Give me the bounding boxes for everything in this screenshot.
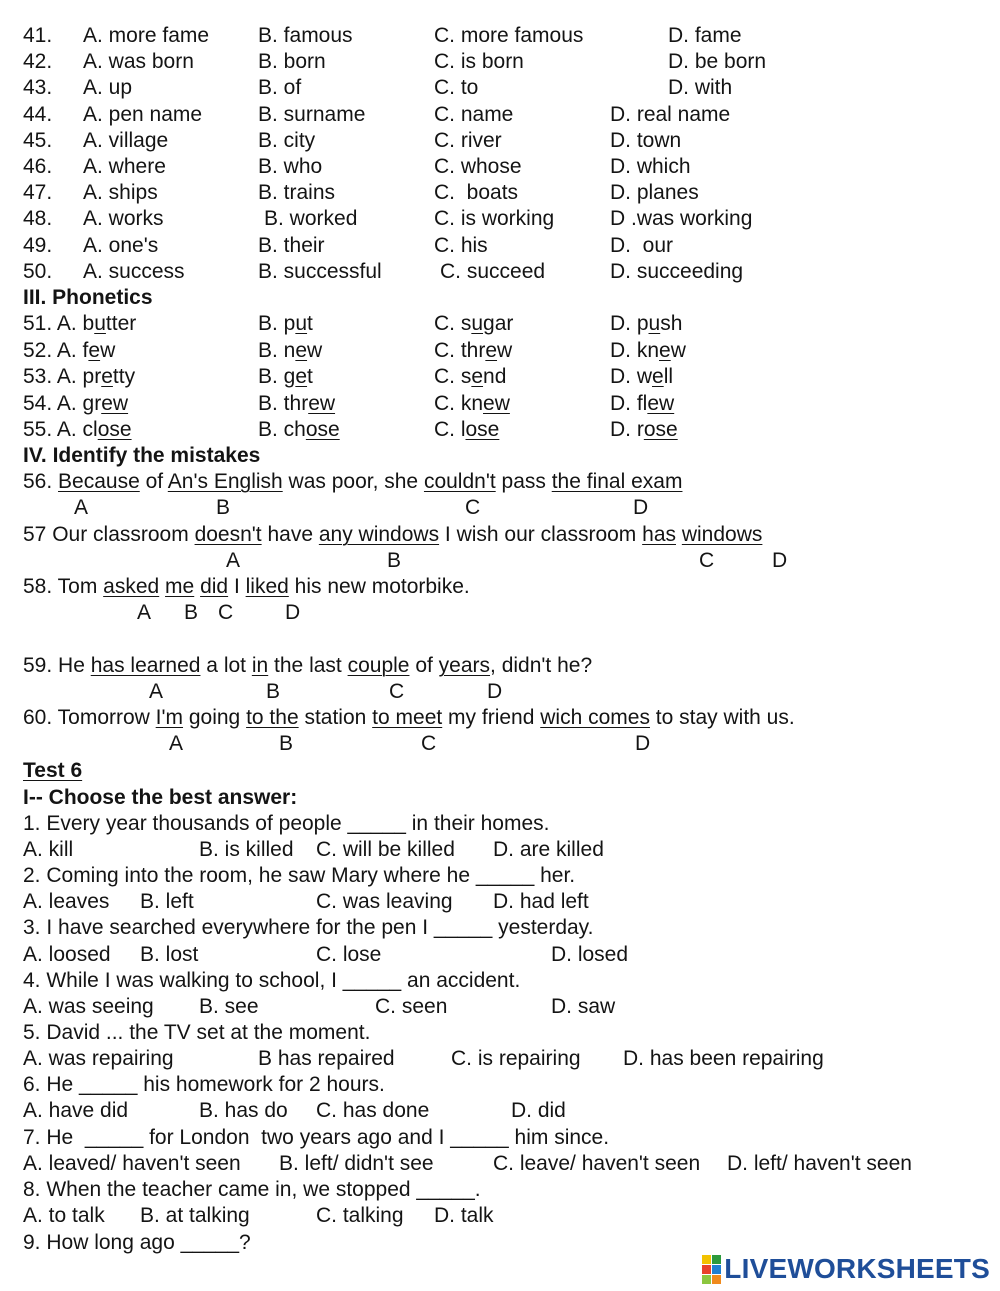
q41-option-b: B. famous — [258, 24, 353, 47]
logo-square-2 — [712, 1255, 721, 1264]
q51-option-a: 51. A. butter — [23, 312, 137, 335]
q49-option-b: B. their — [258, 234, 325, 257]
q55-option-a: 55. A. close — [23, 418, 132, 441]
t6-q7-option-a: A. leaved/ haven't seen — [23, 1152, 241, 1175]
t6-q2: 2. Coming into the room, he saw Mary where he _____ her. — [23, 864, 576, 887]
t6-q8-option-b: B. at talking — [140, 1204, 250, 1227]
q43-option-c: C. to — [434, 76, 479, 99]
q49-option-a: A. one's — [83, 234, 159, 257]
q52-option-d: D. knew — [610, 339, 686, 362]
t6-q4-option-a: A. was seeing — [23, 995, 154, 1018]
liveworksheets-logo-text: LIVEWORKSHEETS — [724, 1253, 990, 1284]
q56-letter-c: C — [465, 496, 481, 519]
t6-q2-option-c: C. was leaving — [316, 890, 453, 913]
q46-option-b: B. who — [258, 155, 323, 178]
q46-number: 46. — [23, 155, 53, 178]
q59-letter-d: D — [487, 680, 503, 703]
t6-q6-option-a: A. have did — [23, 1099, 129, 1122]
q46-option-d: D. which — [610, 155, 691, 178]
q44-option-a: A. pen name — [83, 103, 203, 126]
q48-option-a: A. works — [83, 207, 164, 230]
q59-sentence: 59. He has learned a lot in the last couple of years, didn't he? — [23, 654, 593, 677]
q41-option-a: A. more fame — [83, 24, 210, 47]
q54-option-d: D. flew — [610, 392, 675, 415]
mistakes-heading: IV. Identify the mistakes — [23, 444, 261, 467]
t6-q4-option-b: B. see — [199, 995, 259, 1018]
q60-letter-b: B — [279, 732, 294, 755]
t6-q6: 6. He _____ his homework for 2 hours. — [23, 1073, 385, 1096]
q52-option-c: C. threw — [434, 339, 513, 362]
q57-sentence: 57 Our classroom doesn't have any windows I wish our classroom has windows — [23, 523, 763, 546]
t6-q5-option-a: A. was repairing — [23, 1047, 174, 1070]
q45-option-b: B. city — [258, 129, 316, 152]
q44-option-d: D. real name — [610, 103, 731, 126]
q56-letter-a: A — [74, 496, 89, 519]
t6-q3-option-a: A. loosed — [23, 943, 111, 966]
t6-q8-option-c: C. talking — [316, 1204, 404, 1227]
t6-q6-option-c: C. has done — [316, 1099, 430, 1122]
q58-letter-c: C — [218, 601, 234, 624]
q60-letter-d: D — [635, 732, 651, 755]
q54-option-a: 54. A. grew — [23, 392, 129, 415]
q53-option-b: B. get — [258, 365, 313, 388]
q46-option-c: C. whose — [434, 155, 522, 178]
q55-option-b: B. chose — [258, 418, 340, 441]
t6-q5-option-d: D. has been repairing — [623, 1047, 824, 1070]
q50-option-d: D. succeeding — [610, 260, 744, 283]
t6-q2-option-a: A. leaves — [23, 890, 110, 913]
q54-option-b: B. threw — [258, 392, 336, 415]
t6-q1: 1. Every year thousands of people _____ in their homes. — [23, 812, 550, 835]
test6-title: Test 6 — [23, 759, 83, 782]
q60-sentence: 60. Tomorrow I'm going to the station to meet my friend wich comes to stay with us. — [23, 706, 795, 729]
q55-option-c: C. lose — [434, 418, 500, 441]
q58-letter-a: A — [137, 601, 152, 624]
q53-option-c: C. send — [434, 365, 507, 388]
q45-option-d: D. town — [610, 129, 682, 152]
q56-letter-d: D — [633, 496, 649, 519]
q42-option-d: D. be born — [668, 50, 767, 73]
q58-letter-d: D — [285, 601, 301, 624]
q41-option-d: D. fame — [668, 24, 742, 47]
q51-option-d: D. push — [610, 312, 683, 335]
q42-option-a: A. was born — [83, 50, 194, 73]
t6-q4-option-d: D. saw — [551, 995, 616, 1018]
q43-option-b: B. of — [258, 76, 302, 99]
t6-q8-option-d: D. talk — [434, 1204, 494, 1227]
liveworksheets-logo-icon — [702, 1255, 721, 1284]
t6-q1-option-a: A. kill — [23, 838, 74, 861]
t6-q3: 3. I have searched everywhere for the pen I _____ yesterday. — [23, 916, 594, 939]
q48-number: 48. — [23, 207, 53, 230]
q44-number: 44. — [23, 103, 53, 126]
q58-letter-b: B — [184, 601, 199, 624]
q47-number: 47. — [23, 181, 53, 204]
t6-q5-option-b: B has repaired — [258, 1047, 395, 1070]
q48-option-b: B. worked — [264, 207, 358, 230]
q56-letter-b: B — [216, 496, 231, 519]
t6-q5: 5. David ... the TV set at the moment. — [23, 1021, 371, 1044]
t6-q8: 8. When the teacher came in, we stopped _____. — [23, 1178, 481, 1201]
t6-q8-option-a: A. to talk — [23, 1204, 105, 1227]
t6-q1-option-b: B. is killed — [199, 838, 294, 861]
q52-option-b: B. new — [258, 339, 323, 362]
t6-q3-option-b: B. lost — [140, 943, 199, 966]
q57-letter-d: D — [772, 549, 788, 572]
q59-letter-a: A — [149, 680, 164, 703]
q47-option-a: A. ships — [83, 181, 158, 204]
phonetics-heading: III. Phonetics — [23, 286, 153, 309]
q45-number: 45. — [23, 129, 53, 152]
t6-q2-option-d: D. had left — [493, 890, 589, 913]
t6-q1-option-c: C. will be killed — [316, 838, 455, 861]
logo-square-3 — [702, 1265, 711, 1274]
q48-option-c: C. is working — [434, 207, 555, 230]
q43-option-d: D. with — [668, 76, 733, 99]
t6-q7-option-b: B. left/ didn't see — [279, 1152, 434, 1175]
q41-number: 41. — [23, 24, 53, 47]
logo-square-5 — [702, 1275, 711, 1284]
t6-q1-option-d: D. are killed — [493, 838, 604, 861]
q50-number: 50. — [23, 260, 53, 283]
q56-sentence: 56. Because of An's English was poor, she couldn't pass the final exam — [23, 470, 683, 493]
q57-letter-c: C — [699, 549, 715, 572]
t6-q7: 7. He _____ for London two years ago and I _____ him since. — [23, 1126, 610, 1149]
q47-option-b: B. trains — [258, 181, 336, 204]
q49-option-c: C. his — [434, 234, 488, 257]
q49-number: 49. — [23, 234, 53, 257]
logo-square-1 — [702, 1255, 711, 1264]
q44-option-c: C. name — [434, 103, 514, 126]
q60-letter-c: C — [421, 732, 437, 755]
q42-option-b: B. born — [258, 50, 326, 73]
q51-option-c: C. sugar — [434, 312, 514, 335]
q60-letter-a: A — [169, 732, 184, 755]
q57-letter-b: B — [387, 549, 402, 572]
q41-option-c: C. more famous — [434, 24, 584, 47]
q53-option-d: D. well — [610, 365, 674, 388]
logo-square-4 — [712, 1265, 721, 1274]
q48-option-d: D .was working — [610, 207, 753, 230]
q51-option-b: B. put — [258, 312, 313, 335]
q50-option-c: C. succeed — [440, 260, 546, 283]
q45-option-a: A. village — [83, 129, 169, 152]
t6-q6-option-d: D. did — [511, 1099, 566, 1122]
q59-letter-b: B — [266, 680, 281, 703]
q42-option-c: C. is born — [434, 50, 524, 73]
t6-q2-option-b: B. left — [140, 890, 194, 913]
q46-option-a: A. where — [83, 155, 166, 178]
t6-q9: 9. How long ago _____? — [23, 1231, 251, 1254]
q44-option-b: B. surname — [258, 103, 366, 126]
q58-sentence: 58. Tom asked me did I liked his new motorbike. — [23, 575, 470, 598]
q42-number: 42. — [23, 50, 53, 73]
q59-letter-c: C — [389, 680, 405, 703]
logo-square-6 — [712, 1275, 721, 1284]
q49-option-d: D. our — [610, 234, 674, 257]
t6-q6-option-b: B. has do — [199, 1099, 288, 1122]
t6-q4-option-c: C. seen — [375, 995, 448, 1018]
t6-q3-option-d: D. losed — [551, 943, 629, 966]
t6-q7-option-c: C. leave/ haven't seen — [493, 1152, 701, 1175]
q45-option-c: C. river — [434, 129, 502, 152]
t6-q7-option-d: D. left/ haven't seen — [727, 1152, 912, 1175]
q55-option-d: D. rose — [610, 418, 678, 441]
q47-option-d: D. planes — [610, 181, 699, 204]
q53-option-a: 53. A. pretty — [23, 365, 136, 388]
t6-q5-option-c: C. is repairing — [451, 1047, 581, 1070]
t6-q3-option-c: C. lose — [316, 943, 382, 966]
q52-option-a: 52. A. few — [23, 339, 116, 362]
q43-number: 43. — [23, 76, 53, 99]
q47-option-c: C. boats — [434, 181, 519, 204]
t6-q4: 4. While I was walking to school, I _____ an accident. — [23, 969, 521, 992]
q50-option-b: B. successful — [258, 260, 382, 283]
test6-heading: I-- Choose the best answer: — [23, 786, 298, 809]
q50-option-a: A. success — [83, 260, 185, 283]
q57-letter-a: A — [226, 549, 241, 572]
q54-option-c: C. knew — [434, 392, 510, 415]
q43-option-a: A. up — [83, 76, 133, 99]
liveworksheets-logo[interactable] — [702, 1254, 990, 1284]
